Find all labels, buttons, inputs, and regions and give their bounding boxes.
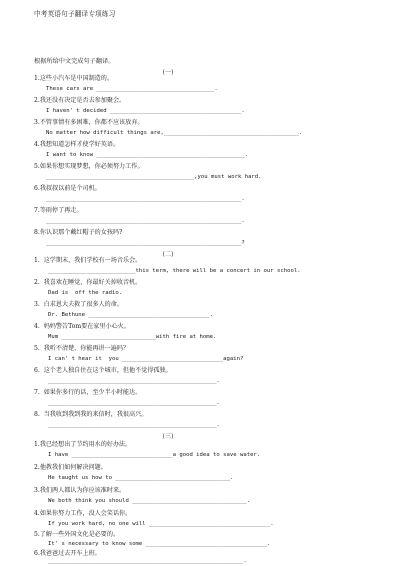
question-cn: 2. 我喜欢在睡觉，你最好关掉收音机。 xyxy=(34,279,142,286)
question-cn: 1. 这学期末，我们学校有一场音乐会。 xyxy=(34,257,142,264)
answer-line: He taught us how to __________________________________. xyxy=(48,475,234,481)
question-cn: 3. 白求恩大夫救了很多人的命。 xyxy=(34,301,123,308)
answer-line: __________________________________________________________. xyxy=(46,218,245,224)
question-cn: 8. 当我收到我到我的来信时，我很高兴。 xyxy=(34,411,148,418)
question-cn: 5.了解一些外国文化是必要的。 xyxy=(34,531,120,538)
question-cn: 8.你认识那个戴红帽子的女孩吗? xyxy=(34,229,123,236)
section-label: (三) xyxy=(162,433,174,440)
answer-line: I have ______________________________a good idea to save water. xyxy=(48,452,261,458)
question-cn: 1.我已经想出了节约用水的好办法。 xyxy=(34,441,132,448)
answer-line: ____________________________________________,you must work hard. xyxy=(46,174,262,180)
question-cn: 4.我想知道怎样才使学好英语。 xyxy=(34,141,120,148)
answer-line: We both think you should __________________________________. xyxy=(48,498,251,504)
section-label: (一) xyxy=(162,69,174,76)
answer-line: __________________________________________________. xyxy=(48,400,220,406)
answer-line: __________________________this term, there will be a concert in our school. xyxy=(48,268,301,274)
question-cn: 6.我叔叔以前是个司机。 xyxy=(34,185,101,192)
question-cn: 5.如果你想实现梦想，你必须努力工作。 xyxy=(34,163,144,170)
section-label: (二) xyxy=(162,251,174,258)
answer-line: It' s necessary to know some ____________________________________. xyxy=(48,541,271,547)
answer-line: These cars are ___________________________________. xyxy=(46,86,218,92)
answer-line: Dad is off the radio. xyxy=(48,290,123,296)
question-cn: 1.这些小汽车是中国制造的。 xyxy=(34,75,113,82)
answer-line: Dr. Bethune ____________________________________. xyxy=(48,312,214,318)
question-cn: 7. 如果你多行的话，至少半小时能达。 xyxy=(34,389,142,396)
answer-line: __________________________________________________________? xyxy=(46,240,245,246)
answer-line: If you work hard, no one will ____________________________________. xyxy=(48,521,274,527)
question-cn: 7.等雨停了再走。 xyxy=(34,207,83,214)
answer-line: I haven' t decided _______________________________________. xyxy=(46,108,245,114)
answer-line: __________________________________________________. xyxy=(48,422,220,428)
question-cn: 4. 妈妈警告Tom要在家里小心火。 xyxy=(34,323,130,330)
question-cn: 5. 我听不清楚，你能再讲一遍吗？ xyxy=(34,345,130,352)
question-cn: 4.如果你努力工作，没人会笑话你。 xyxy=(34,510,132,517)
answer-line: I can' t hear it you ______________________________again? xyxy=(48,356,244,362)
answer-line: __________________________________________________________. xyxy=(46,196,245,202)
question-cn: 3.我们两人都认为你应该准时来。 xyxy=(34,487,126,494)
answer-line: No matter how difficult things are,________________________________________. xyxy=(46,130,302,136)
question-cn: 6.我爸爸过去开车上班。 xyxy=(34,550,101,557)
question-cn: 6. 这个老人独自住在这个城市，但他不觉得孤独。 xyxy=(34,367,172,374)
answer-line: Mum ____________________________with fire at home. xyxy=(48,334,217,340)
page-title: 中考英语句子翻译专项练习 xyxy=(34,10,116,18)
question-cn: 2.我还没有决定是否去参加聚会。 xyxy=(34,97,126,104)
question-cn: 3.不管事情有多困难，你都不应该放弃。 xyxy=(34,119,144,126)
answer-line: I want to know ____________________________________________. xyxy=(46,152,249,158)
question-cn: 2.他教我们如何解决问题。 xyxy=(34,464,107,471)
instruction-text: 根据所给中文完成句子翻译。 xyxy=(34,58,115,65)
answer-line: __________________________________________________________. xyxy=(48,558,247,564)
answer-line: __________________________________________________. xyxy=(48,378,220,384)
